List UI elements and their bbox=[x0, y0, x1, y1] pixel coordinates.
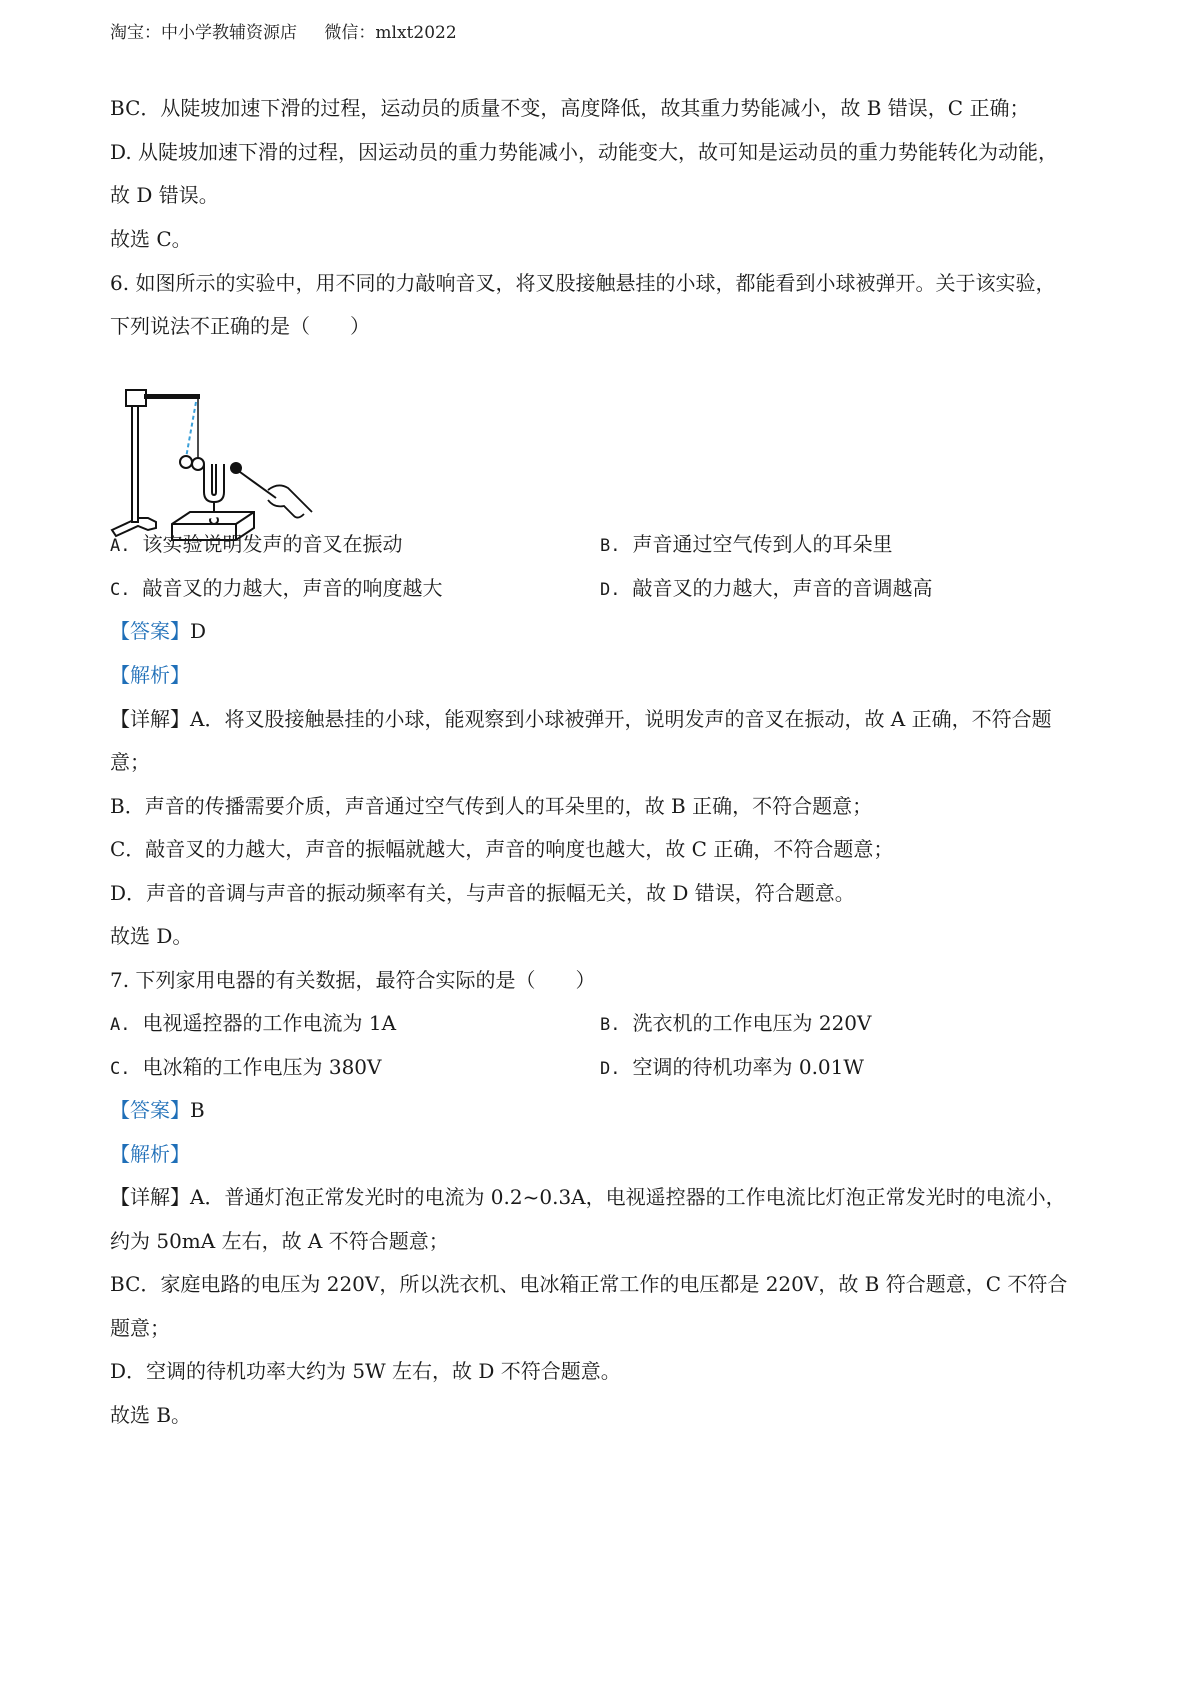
option-text: 敲音叉的力越大，声音的响度越大 bbox=[142, 576, 443, 600]
stand-pole bbox=[132, 398, 138, 522]
wechat-id: 微信：mlxt2022 bbox=[324, 23, 457, 43]
option-letter: C. bbox=[110, 1059, 131, 1079]
q6-option-b bbox=[600, 530, 892, 560]
q6-stem-line1: 6. 如图所示的实验中，用不同的力敲响音叉，将叉股接触悬挂的小球，都能看到小球被弹开。关于该实验， bbox=[110, 271, 1056, 295]
q7-analysis-tag: 【解析】 bbox=[110, 1142, 190, 1166]
q7-stem: 7. 下列家用电器的有关数据，最符合实际的是（ ） bbox=[110, 968, 596, 992]
option-text: 空调的待机功率为 0.01W bbox=[632, 1055, 864, 1079]
hammer-handle bbox=[240, 472, 276, 498]
q5-bc-analysis: BC．从陡坡加速下滑的过程，运动员的质量不变，高度降低，故其重力势能减小，故 B 错误，C 正确； bbox=[110, 96, 1030, 120]
option-text: 敲音叉的力越大，声音的音调越高 bbox=[632, 576, 933, 600]
ball-hanging bbox=[192, 458, 204, 470]
ball-swung bbox=[180, 456, 192, 468]
option-letter: A. bbox=[110, 1015, 131, 1035]
q6-detail-line1: 【详解】A．将叉股接触悬挂的小球，能观察到小球被弹开，说明发声的音叉在振动，故 A 正确，不符合题 bbox=[110, 707, 1052, 731]
q7-option-b bbox=[600, 1009, 871, 1039]
option-letter: D. bbox=[600, 1059, 621, 1079]
stand-arm bbox=[144, 394, 200, 399]
q7-detail-line2: 约为 50mA 左右，故 A 不符合题意； bbox=[110, 1229, 449, 1253]
q7-option-a bbox=[110, 1009, 396, 1039]
answer-tag: 【答案】 bbox=[110, 619, 190, 643]
q6-analysis-tag: 【解析】 bbox=[110, 663, 190, 687]
q6-detail-line2: 意； bbox=[110, 750, 150, 774]
q7-detail-bc2: 题意； bbox=[110, 1316, 170, 1340]
q6-detail-d: D．声音的音调与声音的振动频率有关，与声音的振幅无关，故 D 错误，符合题意。 bbox=[110, 881, 855, 905]
q6-option-c bbox=[110, 574, 442, 604]
q7-detail-d: D．空调的待机功率大约为 5W 左右，故 D 不符合题意。 bbox=[110, 1359, 621, 1383]
answer-value: D bbox=[190, 619, 207, 643]
page-header bbox=[110, 18, 479, 43]
q6-detail-b: B．声音的传播需要介质，声音通过空气传到人的耳朵里的，故 B 正确，不符合题意； bbox=[110, 794, 873, 818]
option-letter: D. bbox=[600, 580, 621, 600]
shop-name: 淘宝：中小学教辅资源店 bbox=[110, 23, 297, 43]
q6-stem-line2: 下列说法不正确的是（ ） bbox=[110, 314, 370, 338]
q5-choose: 故选 C。 bbox=[110, 227, 192, 251]
q6-option-a bbox=[110, 530, 402, 560]
option-text: 电视遥控器的工作电流为 1A bbox=[142, 1011, 397, 1035]
option-text: 声音通过空气传到人的耳朵里 bbox=[632, 532, 893, 556]
stand-clamp bbox=[126, 390, 146, 406]
hand bbox=[268, 485, 312, 517]
option-letter: C. bbox=[110, 580, 131, 600]
answer-value: B bbox=[190, 1098, 205, 1122]
q7-option-c bbox=[110, 1053, 381, 1083]
dashed-thread bbox=[186, 402, 196, 458]
q5-d-analysis-line2: 故 D 错误。 bbox=[110, 183, 219, 207]
q6-answer bbox=[110, 617, 206, 645]
q7-detail-bc1: BC．家庭电路的电压为 220V，所以洗衣机、电冰箱正常工作的电压都是 220V，故 B 符合题意，C 不符合 bbox=[110, 1272, 1068, 1296]
q5-d-analysis-line1: D. 从陡坡加速下滑的过程，因运动员的重力势能减小，动能变大，故可知是运动员的重力势能转化为动能， bbox=[110, 140, 1059, 164]
option-text: 电冰箱的工作电压为 380V bbox=[142, 1055, 382, 1079]
answer-tag: 【答案】 bbox=[110, 1098, 190, 1122]
q7-detail-line1: 【详解】A．普通灯泡正常发光时的电流为 0.2~0.3A，电视遥控器的工作电流比灯泡正常发光时的电流小， bbox=[110, 1185, 1066, 1209]
option-text: 该实验说明发声的音叉在振动 bbox=[142, 532, 403, 556]
q7-answer bbox=[110, 1096, 205, 1124]
q6-choose: 故选 D。 bbox=[110, 924, 193, 948]
q7-choose: 故选 B。 bbox=[110, 1403, 192, 1427]
option-letter: A. bbox=[110, 536, 131, 556]
q6-detail-c: C．敲音叉的力越大，声音的振幅就越大，声音的响度也越大，故 C 正确，不符合题意； bbox=[110, 837, 894, 861]
option-letter: B. bbox=[600, 1015, 621, 1035]
option-text: 洗衣机的工作电压为 220V bbox=[632, 1011, 872, 1035]
q6-option-d bbox=[600, 574, 932, 604]
option-letter: B. bbox=[600, 536, 621, 556]
q7-option-d bbox=[600, 1053, 864, 1083]
